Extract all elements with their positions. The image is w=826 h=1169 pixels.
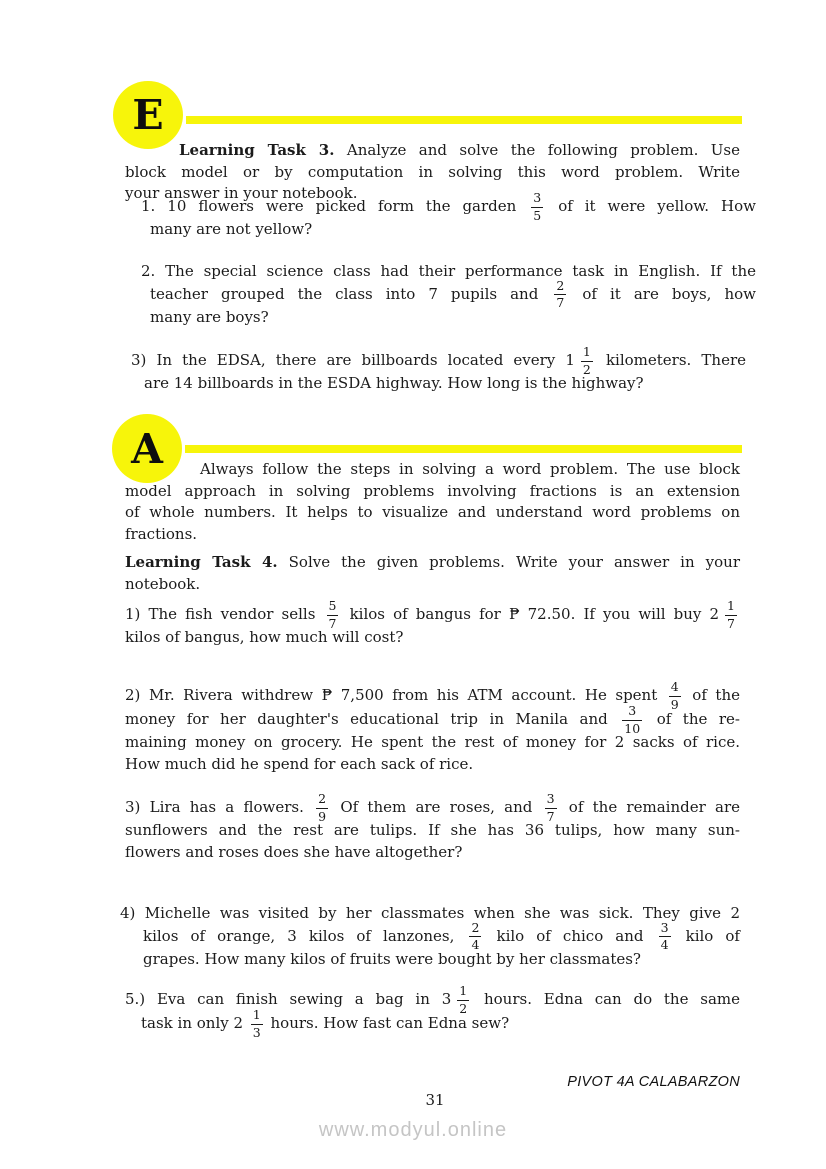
fraction (554, 277, 566, 310)
fraction-denominator: 9 (670, 696, 679, 712)
fraction-numerator: 1 (459, 983, 468, 998)
text-line: 5.) Eva can finish sewing a bag in 3 $\frac{1}{2}$ hours. Edna can do the same (125, 983, 740, 1016)
fraction (531, 192, 543, 222)
section-divider-bar (185, 445, 742, 453)
text-line: 1) The fish vendor sells $\frac{5}{7}$ kilos of bangus for ₱ 72.50. If you will buy 2 $\frac{1}{7}$ (125, 598, 735, 631)
fraction-numerator: 1 (252, 1007, 261, 1022)
fraction-numerator: 2 (556, 277, 565, 293)
fraction (469, 919, 481, 952)
text-line: sunflowers and the rest are tulips. If she has 36 tulips, how many sun- (125, 821, 740, 839)
mixed-number-whole: 2 (709, 605, 720, 623)
text-line: task in only 2 $\frac{1}{3}$ hours. How fast can Edna sew? (141, 1007, 510, 1040)
lt4-problem-5 (125, 983, 740, 1040)
text-line: your answer in your notebook. (125, 184, 358, 202)
text-line: 2) Mr. Rivera withdrew ₱ 7,500 from his ATM account. He spent $\frac{4}{9}$ of the (125, 679, 741, 712)
fraction (327, 600, 339, 630)
lt4-problem-3 (125, 791, 740, 863)
fraction (622, 705, 642, 735)
text-line: of whole numbers. It helps to visualize and understand word problems on (125, 503, 740, 521)
lt3-problem-3 (125, 344, 746, 395)
fraction-denominator: 5 (533, 207, 542, 223)
text-line: 1. 10 flowers were picked form the garden $\frac{3}{5}$ of it were yellow. How (141, 190, 756, 223)
fraction (725, 600, 737, 630)
text-line: teacher grouped the class into 7 pupils and $\frac{2}{7}$ of it are boys, how (150, 277, 757, 310)
fraction-numerator: 2 (318, 791, 327, 806)
fraction-numerator: 4 (670, 679, 679, 694)
text-line: many are not yellow? (150, 220, 313, 238)
text-line: Learning Task 3. Analyze and solve the following problem. Use (179, 141, 740, 159)
fraction-denominator: 3 (252, 1024, 261, 1040)
fraction-denominator: 7 (546, 808, 555, 824)
lt4-problem-4 (120, 903, 740, 970)
text-line: How much did he spend for each sack of rice. (125, 754, 474, 773)
text-line: 4) Michelle was visited by her classmates when she was sick. They give 2 (120, 904, 740, 922)
apply-intro-paragraph (125, 459, 740, 545)
fraction (316, 793, 328, 823)
lt4-problem-1 (125, 598, 740, 649)
fraction-numerator: 3 (546, 791, 555, 806)
fraction-denominator: 7 (556, 295, 565, 310)
text-line: flowers and roses does she have altogether? (125, 842, 463, 861)
text-line: 2. The special science class had their performance task in English. If the (141, 262, 756, 280)
text-line: 3) Lira has a flowers. $\frac{2}{9}$ Of them are roses, and $\frac{3}{7}$ of the remainder are (125, 791, 740, 824)
fraction-denominator: 2 (582, 361, 591, 377)
section-divider-bar (186, 116, 742, 124)
fraction-numerator: 5 (328, 598, 337, 613)
lt3-problem-2 (125, 261, 756, 328)
bold-label: Learning Task 4. (125, 553, 278, 571)
text-line: block model or by computation in solving this word problem. Write (125, 162, 740, 181)
watermark: www.modyul.online (318, 1119, 508, 1141)
fraction-numerator: 1 (727, 598, 735, 613)
fraction-denominator: 9 (318, 808, 327, 824)
text-line: kilos of bangus, how much will cost? (125, 628, 404, 646)
footer-brand: PIVOT 4A CALABARZON (567, 1074, 740, 1090)
mixed-number-whole: 3 (441, 990, 452, 1008)
text-line: kilos of orange, 3 kilos of lanzones, $\frac{2}{4}$ kilo of chico and $\frac{3}{4}$ kilo of (143, 919, 740, 952)
fraction (669, 681, 681, 711)
text-line: model approach in solving problems involving fractions is an extension (125, 481, 740, 500)
fraction-denominator: 10 (624, 720, 641, 736)
fraction-numerator: 2 (471, 919, 480, 935)
text-line: grapes. How many kilos of fruits were bought by her classmates? (143, 949, 641, 968)
bold-label: Learning Task 3. (179, 141, 335, 159)
text-line: money for her daughter's educational trip in Manila and $\frac{3}{10}$ of the re- (125, 703, 740, 736)
badge-letter: E (132, 91, 164, 139)
fraction (457, 985, 469, 1015)
fraction-denominator: 4 (660, 937, 669, 952)
section-badge-engage (113, 81, 183, 149)
badge-letter: A (131, 424, 163, 473)
text-line: Always follow the steps in solving a word problem. The use block (200, 460, 740, 478)
fraction-denominator: 4 (471, 937, 480, 952)
text-line: 3) In the EDSA, there are billboards located every 1 $\frac{1}{2}$ kilometers. There (131, 344, 746, 377)
text-line: fractions. (125, 524, 198, 543)
fraction-denominator: 7 (727, 615, 735, 631)
fraction-denominator: 2 (459, 1000, 468, 1016)
text-line: are 14 billboards in the ESDA highway. How long is the highway? (144, 374, 644, 392)
fraction-numerator: 3 (533, 190, 542, 205)
fraction (545, 793, 557, 823)
learning-task-4-heading (125, 552, 740, 595)
page-number: 31 (425, 1091, 445, 1109)
text-line: notebook. (125, 574, 201, 593)
text-line: Learning Task 4. Solve the given problems. Write your answer in your (125, 553, 740, 571)
lt4-problem-2 (125, 679, 741, 775)
fraction (581, 346, 593, 376)
fraction-numerator: 1 (582, 344, 591, 359)
mixed-number-whole: 1 (565, 351, 575, 369)
fraction-numerator: 3 (660, 919, 669, 935)
text-line: many are boys? (150, 307, 269, 326)
fraction (659, 919, 671, 952)
text-line: maining money on grocery. He spent the rest of money for 2 sacks of rice. (125, 733, 740, 751)
fraction-denominator: 7 (328, 615, 337, 631)
fraction-numerator: 3 (628, 703, 637, 718)
fraction (251, 1009, 263, 1039)
